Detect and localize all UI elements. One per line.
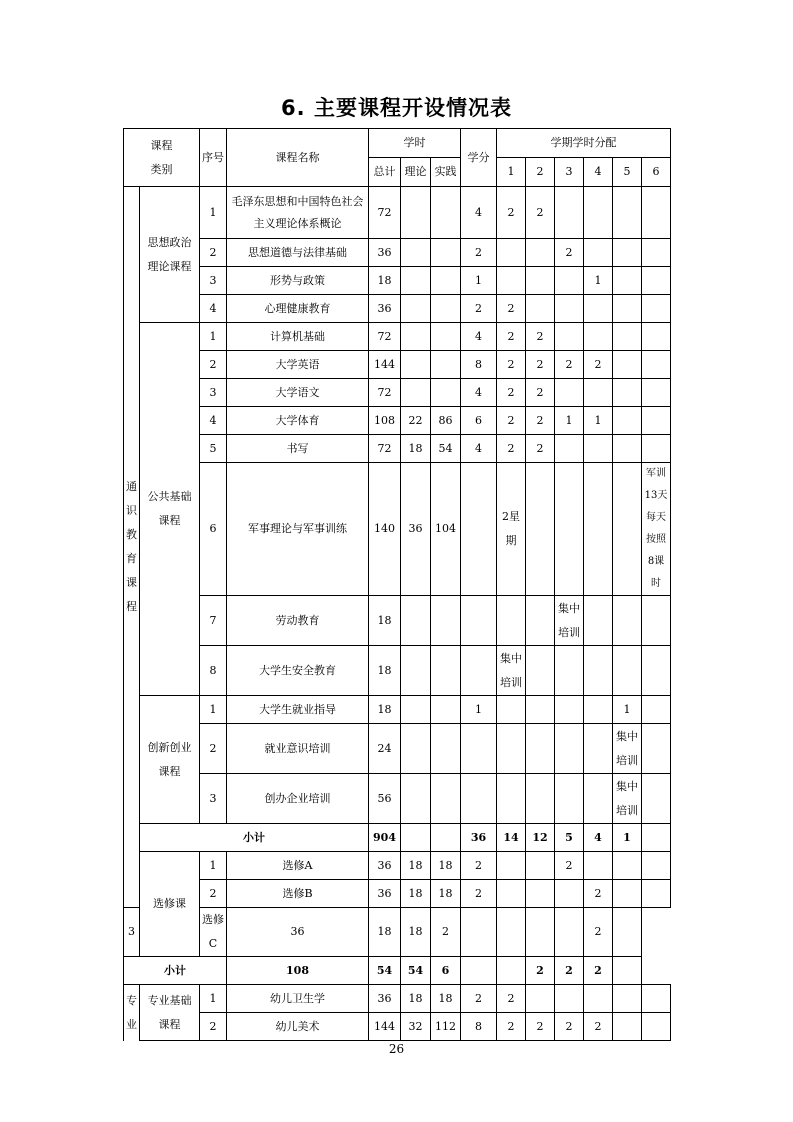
table-row: 2 思想道德与法律基础 36 2 2 — [124, 239, 671, 267]
header-sem-5: 5 — [613, 158, 642, 187]
group-elective: 选修课 — [140, 852, 200, 957]
header-sem-6: 6 — [642, 158, 671, 187]
header-credit: 学分 — [461, 129, 497, 187]
table-row: 4 大学体育 108 22 86 6 2 2 1 1 — [124, 407, 671, 435]
group-major: 专业 — [124, 985, 140, 1041]
header-semester: 学期学时分配 — [497, 129, 671, 158]
table-row: 2 幼儿美术 144 32 112 8 2 2 2 2 — [124, 1013, 671, 1041]
table-row: 7 劳动教育 18 集中培训 — [124, 596, 671, 646]
table-row: 3 创办企业培训 56 集中培训 — [124, 774, 671, 824]
header-sem-2: 2 — [526, 158, 555, 187]
table-row: 专业 专业基础 课程 1 幼儿卫生学 36 18 18 2 2 — [124, 985, 671, 1013]
course-table — [123, 128, 671, 1041]
table-row: 4 心理健康教育 36 2 2 — [124, 295, 671, 323]
table-row: 选修课 1 选修A 36 18 18 2 2 — [124, 852, 671, 880]
table-row: 5 书写 72 18 54 4 2 2 — [124, 435, 671, 463]
table-row: 2 大学英语 144 8 2 2 2 2 — [124, 351, 671, 379]
header-row — [124, 129, 671, 158]
table-row: 6 军事理论与军事训练 140 36 104 2星期 军训13天每天按照8课时 — [124, 463, 671, 596]
group-basic: 公共基础 课程 — [140, 323, 200, 696]
group-innovation: 创新创业 课程 — [140, 696, 200, 824]
page-title: 6. 主要课程开设情况表 — [281, 96, 512, 120]
header-sem-1: 1 — [497, 158, 526, 187]
group-major-basic: 专业基础 课程 — [140, 985, 200, 1041]
header-sem-4: 4 — [584, 158, 613, 187]
table-row: 3 选修C 36 18 18 2 2 — [124, 908, 671, 957]
header-category: 课程 类别 — [124, 129, 200, 187]
header-sem-3: 3 — [555, 158, 584, 187]
table-row: 8 大学生安全教育 18 集中培训 — [124, 646, 671, 696]
subtotal-row: 小计 108 54 54 6 2 2 2 — [124, 957, 671, 985]
header-total: 总计 — [369, 158, 401, 187]
subtotal-row: 小计 904 36 14 12 5 4 1 — [124, 824, 671, 852]
header-name: 课程名称 — [227, 129, 369, 187]
page-number: 26 — [388, 1042, 405, 1056]
table-row: 创新创业 课程 1 大学生就业指导 18 1 1 — [124, 696, 671, 724]
group-political: 思想政治 理论课程 — [140, 187, 200, 323]
header-seq: 序号 — [200, 129, 227, 187]
table-row: 3 形势与政策 18 1 1 — [124, 267, 671, 295]
header-hours: 学时 — [369, 129, 461, 158]
table-row: 公共基础 课程 1 计算机基础 72 4 2 2 — [124, 323, 671, 351]
table-row: 2 就业意识培训 24 集中培训 — [124, 724, 671, 774]
table-row: 2 选修B 36 18 18 2 2 — [124, 880, 671, 908]
header-practice: 实践 — [431, 158, 461, 187]
group-general: 通识教育课程 — [124, 187, 140, 908]
header-theory: 理论 — [401, 158, 431, 187]
table-row: 通识教育课程 思想政治 理论课程 1 毛泽东思想和中国特色社会主义理论体系概论 72 4 2 2 — [124, 187, 671, 239]
table-row: 3 大学语文 72 4 2 2 — [124, 379, 671, 407]
